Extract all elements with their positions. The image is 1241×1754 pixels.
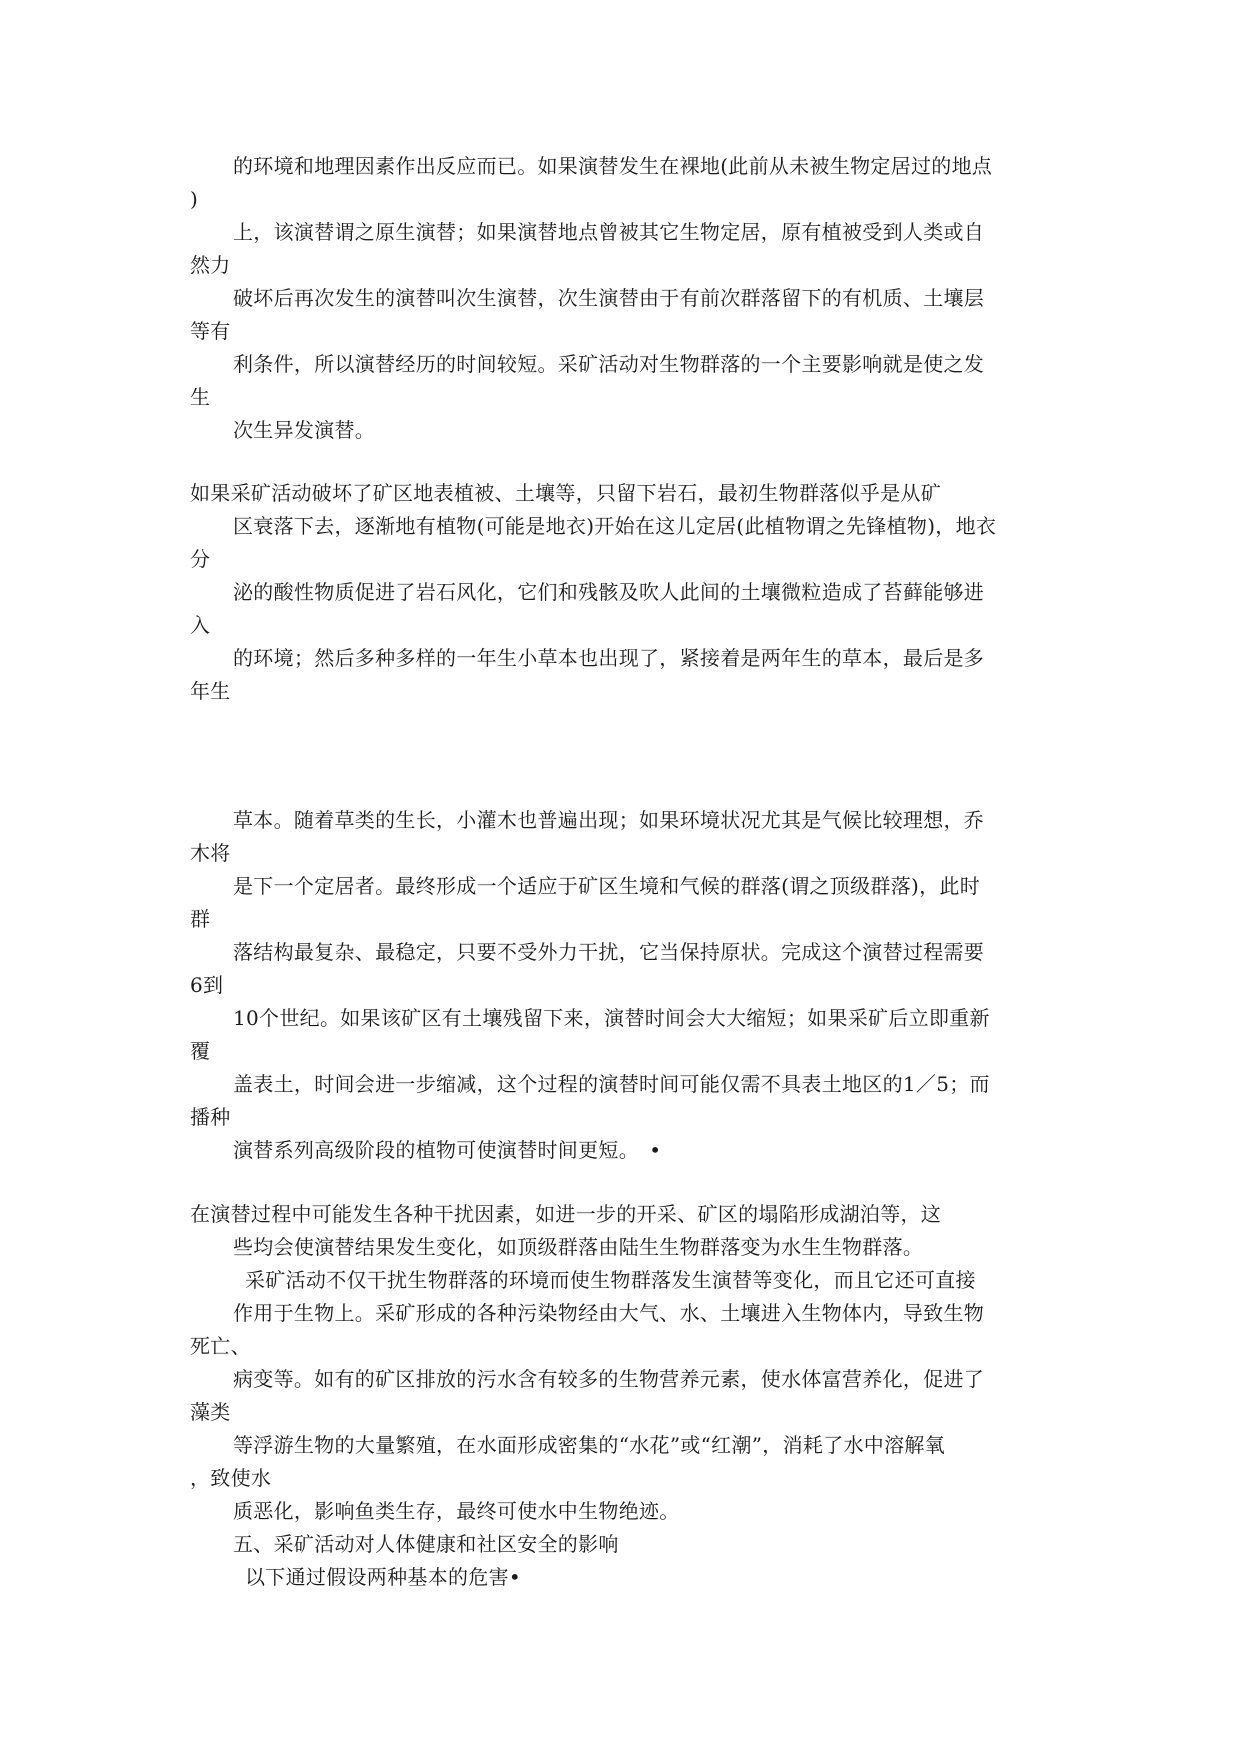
text-line: 群 <box>190 907 211 931</box>
text-line: 年生 <box>190 679 231 703</box>
text-line: 等浮游生物的大量繁殖，在水面形成密集的“水花”或“红潮”，消耗了水中溶解氧 <box>233 1433 945 1457</box>
text-line: 以下通过假设两种基本的危害• <box>245 1565 521 1589</box>
text-line: 上，该演替谓之原生演替；如果演替地点曾被其它生物定居，原有植被受到人类或自 <box>233 220 985 244</box>
text-line: 盖表土，时间会进一步缩减，这个过程的演替时间可能仅需不具表土地区的1／5；而 <box>233 1072 990 1096</box>
text-line: 泌的酸性物质促进了岩石风化，它们和残骸及吹人此间的土壤微粒造成了苔藓能够进 <box>233 580 985 604</box>
text-line: 质恶化，影响鱼类生存，最终可使水中生物绝迹。 <box>233 1499 680 1523</box>
text-line: 覆 <box>190 1039 211 1063</box>
text-line: 些均会使演替结果发生变化，如顶级群落由陆生生物群落变为水生生物群落。 <box>233 1235 924 1259</box>
text-line: 在演替过程中可能发生各种干扰因素，如进一步的开采、矿区的塌陷形成湖泊等，这 <box>190 1202 942 1226</box>
text-line: 利条件，所以演替经历的时间较短。采矿活动对生物群落的一个主要影响就是使之发 <box>233 352 985 376</box>
text-line: 木将 <box>190 841 231 865</box>
text-line: 次生异发演替。 <box>233 418 376 442</box>
text-line: 采矿活动不仅干扰生物群落的环境而使生物群落发生演替等变化，而且它还可直接 <box>245 1268 976 1292</box>
section-heading: 五、采矿活动对人体健康和社区安全的影响 <box>233 1532 619 1556</box>
text-line: 作用于生物上。采矿形成的各种污染物经由大气、水、土壤进入生物体内，导致生物 <box>233 1301 985 1325</box>
text-line: 入 <box>190 613 211 637</box>
text-line: 草本。随着草类的生长，小灌木也普遍出现；如果环境状况尤其是气候比较理想，乔 <box>233 808 985 832</box>
text-line: 藻类 <box>190 1400 231 1424</box>
text-line: ，致使水 <box>190 1466 272 1490</box>
text-line: 破坏后再次发生的演替叫次生演替，次生演替由于有前次群落留下的有机质、土壤层 <box>233 286 985 310</box>
text-line: 是下一个定居者。最终形成一个适应于矿区生境和气候的群落(谓之顶级群落)，此时 <box>233 874 981 898</box>
text-line: 的环境和地理因素作出反应而已。如果演替发生在裸地(此前从未被生物定居过的地点 <box>233 154 993 178</box>
text-line: 区衰落下去，逐渐地有植物(可能是地衣)开始在这儿定居(此植物谓之先锋植物)，地衣 <box>233 514 997 538</box>
text-line: 演替系列高级阶段的植物可使演替时间更短。 • <box>233 1138 662 1162</box>
text-line: 10个世纪。如果该矿区有土壤残留下来，演替时间会大大缩短；如果采矿后立即重新 <box>233 1006 990 1030</box>
text-line: 等有 <box>190 319 231 343</box>
text-line: 分 <box>190 547 211 571</box>
text-line: 的环境；然后多种多样的一年生小草本也出现了，紧接着是两年生的草本，最后是多 <box>233 646 985 670</box>
text-line: 病变等。如有的矿区排放的污水含有较多的生物营养元素，使水体富营养化，促进了 <box>233 1367 985 1391</box>
text-line: 播种 <box>190 1105 231 1129</box>
text-line: ) <box>190 187 199 211</box>
text-line: 落结构最复杂、最稳定，只要不受外力干扰，它当保持原状。完成这个演替过程需要 <box>233 940 985 964</box>
text-line: 死亡、 <box>190 1334 251 1358</box>
text-line: 然力 <box>190 253 231 277</box>
text-line: 生 <box>190 385 211 409</box>
text-line: 6到 <box>190 973 224 997</box>
text-line: 如果采矿活动破坏了矿区地表植被、土壤等，只留下岩石，最初生物群落似乎是从矿 <box>190 481 942 505</box>
